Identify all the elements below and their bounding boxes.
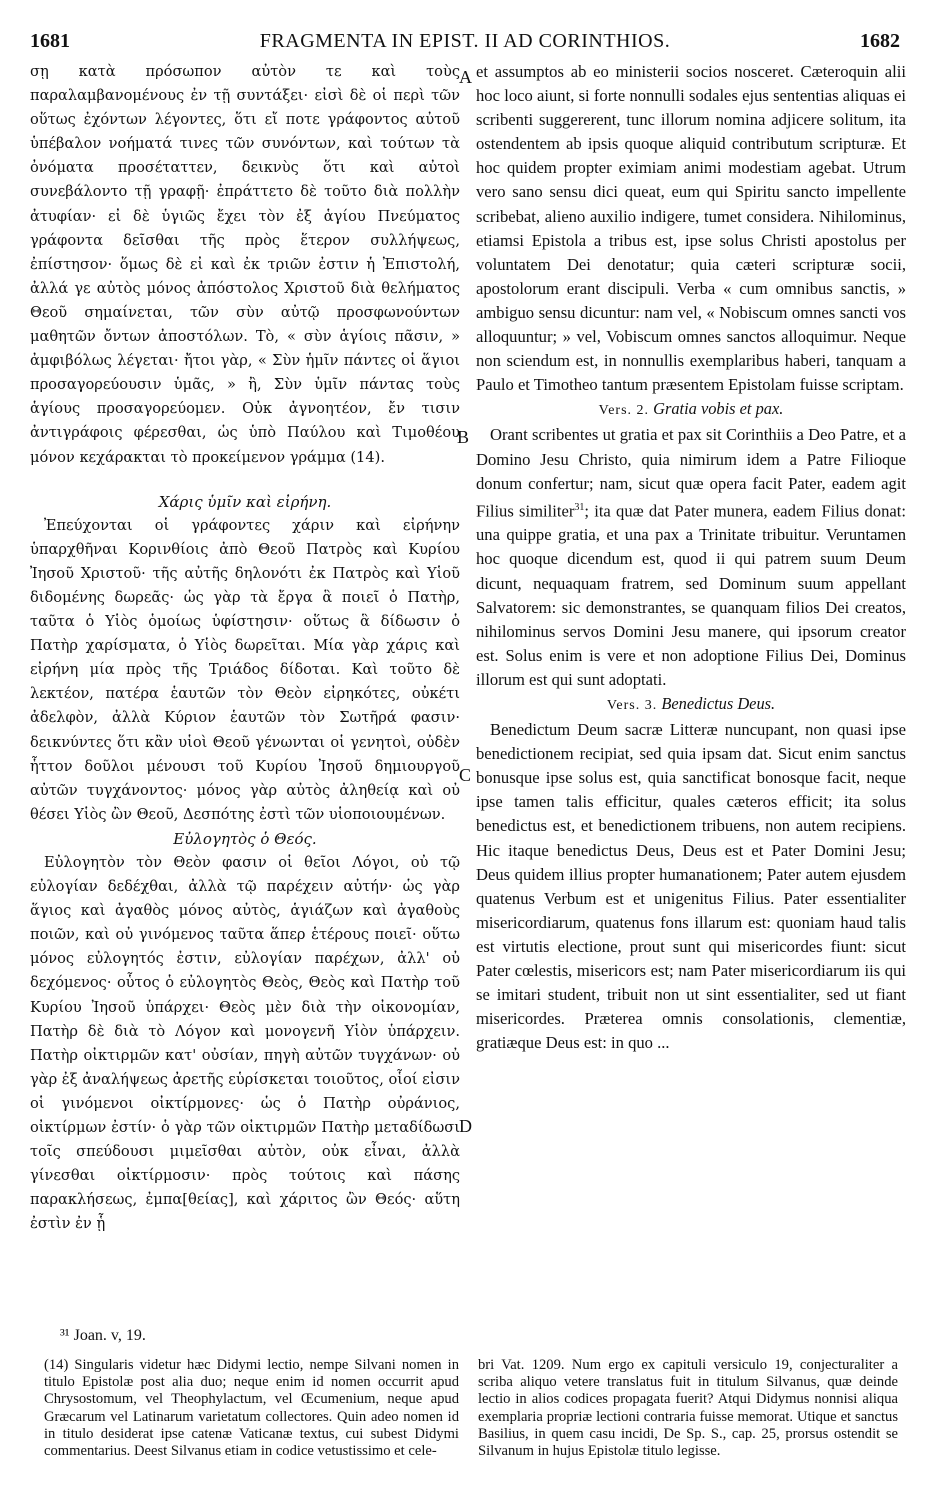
latin-paragraph-2: Orant scribentes ut gratia et pax sit Corinthiis a Deo Patre, et a Domino Jesu Christo, quia nimirum idem a Patre Filioque donum confertur; nam, sicut quæ opera facit Pater, eadem agit Filius similiter$^{31}$; ita quæ dat Pater munera, eadem Filius donat: una quippe gratia, et una pax a Trinitate tribuitur. Veruntamen hoc quoque dicendum est, quod ii qui patrem suum Deum dicunt, nequaquam fratrem, sed Dominum suum appellant Salvatorem: sic demonstrantes, se quanquam filios Dei creatos, nihilominus servos Domini Jesu manere, qui ipsorum creator est. Solus enim is vere et non adoptione Filius Dei, Dominus illorum est qui sunt adoptati. [476,425,906,689]
verse-footnote: ³¹ Joan. v, 19. [60,1327,146,1344]
verse-label-2: Vers. 2. [598,403,650,419]
greek-paragraph-1: σῃ κατὰ πρόσωπον αὐτὸν τε καὶ τοὺς παραλαμβανομένους ἐν τῇ συντάξει· εἰσὶ δὲ οἱ περὶ τῶν οὕτως ἐχόντων λέγοντες, ὅτι εἴ ποτε γράφοντος αὐτοῦ ὑπέβαλον νοήματά τινες τῶν συνόντων, καὶ τούτων τὰ ὀνόματα προσέταττεν, δεικνὺς ὅτι καὶ αὐτοὶ συνεβάλοντο τῇ γραφῇ· ἐπράττετο δὲ τοῦτο διὰ πολλὴν ἀτυφίαν· εἰ δὲ ὑγιῶς ἔχει τὸν ἐξ ἁγίου Πνεύματος γράφοντα δεῖσθαι τῆς πρὸς ἕτερον συλλήψεως, ἐπίστησον· ὅμως δὲ εἰ καὶ ἐκ τριῶν ἐστιν ἡ Ἐπιστολή, ἀλλά γε αὐτὸς μόνος ἀπόστολος Χριστοῦ διὰ θελήματος Θεοῦ σημαίνεται, τῶν σὺν αὐτῷ προσφωνούντων μαθητῶν ὄντων ἀποστόλων. Τὸ, « σὺν ἁγίοις πᾶσιν, » ἀμφιβόλως λέγεται· ἤτοι γὰρ, « Σὺν ἡμῖν πάντες οἱ ἅγιοι προσαγορεύουσιν ὑμᾶς, » ἢ, Σὺν ὑμῖν πάντας τοὺς ἁγίους προσαγορεύομεν. Οὐκ ἀγνοητέον, ἔν τισιν ἀντιγράφοις φέρεσθαι, ὡς ὑπὸ Παύλου καὶ Τιμοθέου μόνον κεχάρακται τὸ προκείμενον γράμμα (14). [30,63,460,466]
editor-note-left-text: (14) Singularis videtur hæc Didymi lectio, nempe Silvani nomen in titulo Epistolæ post alia duo; neque enim id nomen occurrit apud Chrysostomum, vel Theophylactum, vel Œcumenium, neque apud Græcarum vel Latinarum varietatum collectores. Quin adeo nomen id in titulo desiderat ipse catenæ Vaticanæ textus, cui subest Didymi commentarius. Deest Silvanus etiam in codice vetustissimo et cele- [44,1357,459,1460]
margin-marker-b: B [457,427,470,447]
verse-title-3: Benedictus Deus. [661,693,776,713]
running-title: FRAGMENTA IN EPIST. II AD CORINTHIOS. [259,30,671,52]
page-number-right: 1682 [860,30,900,52]
page-header [30,30,900,58]
verse-label-3: Vers. 3. [606,697,658,713]
greek-paragraph-2: Ἐπεύχονται οἱ γράφοντες χάριν καὶ εἰρήνην ὑπαρχθῆναι Κορινθίοις ἀπὸ Θεοῦ Πατρὸς καὶ Κυρίου Ἰησοῦ Χριστοῦ· τῆς αὐτῆς δηλονότι ἐκ Πατρὸς καὶ Υἱοῦ διδομένης δωρεᾶς· ὡς γὰρ τὰ ἔργα ἃ ποιεῖ ὁ Πατὴρ, ταῦτα ὁ Υἱὸς ὁμοίως ὑφίστησιν· οὕτως ἃ δίδωσιν ὁ Πατὴρ χαρίσματα, ὁ Υἱὸς δωρεῖται. Μία γὰρ χάρις καὶ εἰρήνη μία πρὸς τῆς Τριάδος δίδοται. Καὶ τοῦτο δὲ λεκτέον, πατέρα ἑαυτῶν τὸν Θεὸν εἰρηκότες, οὐκέτι ἀδελφὸν, ἀλλὰ Κύριον ἑαυτῶν τὸν Σωτῆρά φασιν· δεικνύντες ὅτι κἂν υἱοὶ Θεοῦ γένωνται οἱ γενητοὶ, οὐδὲν ἧττον δοῦλοι μένουσι τοῦ Κυρίου Ἰησοῦ δημιουργοῦ αὐτῶν τυγχάνοντος· μόνος γὰρ αὐτὸς ἀληθείᾳ καὶ οὐ θέσει Υἱὸς ὢν Θεοῦ, Δεσπότης ἐστὶ τῶν υἱοποιουμένων. [30,516,460,823]
editor-note-left [44,1357,459,1460]
verse-title-2: Gratia vobis et pax. [653,399,784,419]
margin-marker-c: C [459,765,472,785]
latin-heading-2 [476,692,906,718]
footnote-ref-31: 31 [574,501,585,513]
greek-heading-1: Χάρις ὑμῖν καὶ εἰρήνη. [158,492,332,511]
latin-column [476,60,906,1055]
greek-column [30,60,460,1237]
latin-paragraph-3: Benedictum Deum sacræ Litteræ nuncupant, non quasi ipse benedictionem recipiat, sed quia ipsam dat. Sicut enim sanctus bonusque ipse solus est, quia sanctificat bonosque facit, neque ipse tamen talis efficitur, quales cæteros efficit; ita solus benedictus est, et benedictionem tribuens, non autem recipiens. Hic itaque benedictus Deus, Deus est et Pater Domini Jesu; Deus quidem illius propter humanationem; Pater autem ejusdem quatenus Verbum est et unigenitus Filius. Pater essentialiter misericordiarum, quatenus fons illarum est: quoniam haud talis est virtutis electione, prout sunt qui misericordes fiunt: sicut Pater cœlestis, misericors est; nam Pater misericordiarum iis qui se imitari student, tribuit non ut sint essentialiter, sed ut fiant misericordes. Præterea omnis consolationis, clementiæ, gratiæque Deus est: in quo ... [476,720,906,1053]
latin-heading-1 [476,397,906,423]
margin-marker-a: A [459,67,472,87]
editor-note-right-text: bri Vat. 1209. Num ergo ex capituli versiculo 19, conjecturaliter a scriba aliquo vetere translatus fuit in titulum Silvanus, quæ deinde lectio in alios codices propagata fuerit? Atqui Didymus nonnisi aliqua exemplaria propriæ lectioni contraria fuisse memorat. Utique et sanctus Basilius, in quem casu incidi, De Sp. S., cap. 25, prorsus ostendit se Silvanum in hujus Epistolæ titulo legisse. [478,1357,898,1460]
editor-note-right [478,1357,898,1460]
latin-paragraph-1: et assumptos ab eo ministerii socios nosceret. Cæteroquin alii hoc loco aiunt, si forte nonnulli sodales ejus sententias aliquas ei scribenti suggererent, tunc illorum nomina adjicere solitum, ita ostendentem ab ipsis quoque aliquid contributum scripturæ. Et hoc quidem propter eximiam animi modestiam agebat. Utrum vero sano sensu dici queat, eum qui Spiritu sancto impellente scribebat, alieno auxilio indigere, tumet considera. Nihilominus, etiamsi Epistola a tribus est, ipse solus Christi apostolus per voluntatem Dei denotatur; quia cæteri scripturæ socii, apostolorum erant discipuli. Verba « cum omnibus sanctis, » ambiguo sensu dicuntur: nam vel, « Nobiscum omnes sancti vos alloquuntur; » vel, Vobiscum omnes sanctos alloquimur. Neque non sciendum est, in nonnullis exemplaribus haberi, tanquam a Paulo et Timotheo tantum præsentem Epistolam fuisse scriptam. [476,62,906,395]
page-number-left: 1681 [30,30,70,52]
greek-heading-2: Εὐλογητὸς ὁ Θεός. [173,829,317,848]
greek-paragraph-3: Εὐλογητὸν τὸν Θεὸν φασιν οἱ θεῖοι Λόγοι, οὐ τῷ εὐλογίαν δεδέχθαι, ἀλλὰ τῷ παρέχειν αὐτήν· ὡς γὰρ ἅγιος καὶ ἀγαθὸς μόνος αὐτὸς, ἁγιάζων καὶ ἀγαθοὺς ποιῶν, καὶ οὐ γινόμενος ταῦτα ἅπερ ἑτέρους ποιεῖ· οὕτω μόνος εὐλογητός ἐστιν, εὐλογίαν παρέχων, ἀλλ' οὐ δεχόμενος· οὗτος ὁ εὐλογητὸς Θεὸς, Θεὸς καὶ Πατὴρ τοῦ Κυρίου Ἰησοῦ ὑπάρχει· Θεὸς μὲν διὰ τὴν οἰκονομίαν, Πατὴρ δὲ διὰ τὸ Λόγον καὶ μονογενῆ Υἱὸν ὑπάρχειν. Πατὴρ οἰκτιρμῶν κατ' οὐσίαν, πηγὴ αὐτῶν τυγχάνων· οὐ γὰρ ἐξ ἀναλήψεως ἀρετῆς εὑρίσκεται τοιοῦτος, οἷοί εἰσιν οἱ γινόμενοι οἰκτίρμονες· ὡς ὁ Πατὴρ οὐράνιος, οἰκτίρμων ἐστίν· ὁ γὰρ τῶν οἰκτιρμῶν Πατὴρ μεταδίδωσι τοῖς σπεύδουσι μιμεῖσθαι αὐτὸν, οὐκ εἶναι, ἀλλὰ γίνεσθαι οἰκτίρμοσιν· πρὸς τούτοις καὶ πάσης παρακλήσεως, ἐμπα[θείας], καὶ χάριτος ὢν Θεός· αὕτη ἐστὶν ἐν ᾗ [30,854,460,1233]
margin-marker-d: D [459,1116,472,1136]
